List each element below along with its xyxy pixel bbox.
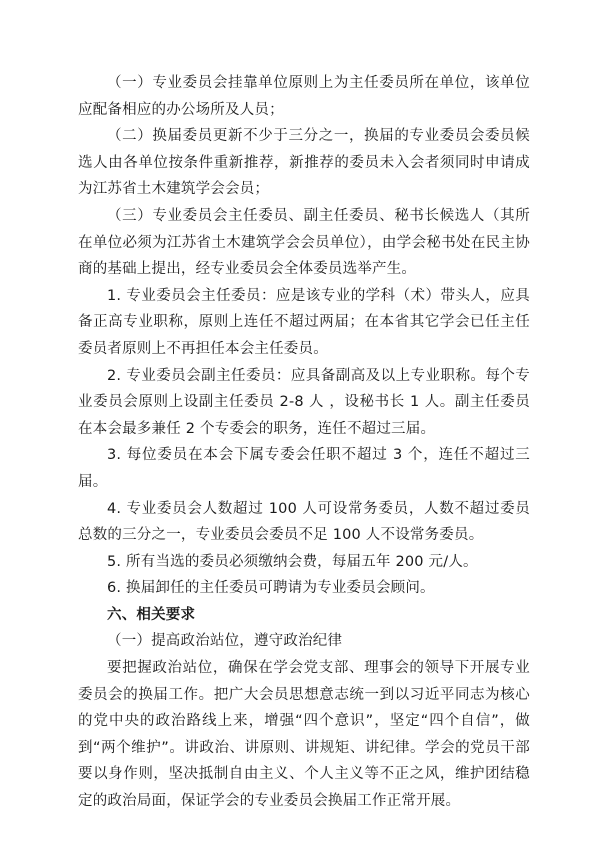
paragraph-item-1-director: 1. 专业委员会主任委员：应是该专业的学科（术）带头人，应具备正高专业职称，原则上连任不超过两届；在本省其它学会已任主任委员者原则上不再担任本会主任委员。 — [78, 287, 530, 357]
paragraph-item-3-term-limit: 3. 每位委员在本会下属专委会任职不超过 3 个，连任不超过三届。 — [78, 447, 530, 490]
paragraph-sponsor-unit: （一）专业委员会挂靠单位原则上为主任委员所在单位，该单位应配备相应的办公场所及人员； — [78, 75, 530, 118]
document-body — [78, 70, 530, 815]
paragraph-candidate-election: （三）专业委员会主任委员、副主任委员、秘书长候选人（其所在单位必须为江苏省土木建筑学会会员单位），由学会秘书处在民主协商的基础上提出，经专业委员会全体委员选举产生。 — [78, 207, 530, 278]
paragraph-item-5-membership-fee: 5. 所有当选的委员必须缴纳会费，每届五年 200 元/人。 — [107, 553, 478, 570]
paragraph-item-6-advisor: 6. 换届卸任的主任委员可聘请为专业委员会顾问。 — [107, 580, 435, 597]
paragraph-item-2-deputy-director: 2. 专业委员会副主任委员：应具备副高及以上专业职称。每个专业委员会原则上设副主任委员 2-8 人 ，设秘书长 1 人。副主任委员在本会最多兼任 2 个专委会的职务，连任不超过三届。 — [78, 367, 530, 437]
paragraph-member-renewal: （二）换届委员更新不少于三分之一，换届的专业委员会委员候选人由各单位按条件重新推荐，新推荐的委员未入会者须同时申请成为江苏省土木建筑学会会员； — [78, 128, 530, 198]
paragraph-political-discipline: 要把握政治站位，确保在学会党支部、理事会的领导下开展专业委员会的换届工作。把广大会员思想意志统一到以习近平同志为核心的党中央的政治路线上来，增强“四个意识”，坚定“四个自信”，做到“两个维护”。讲政治、讲原则、讲规矩、讲纪律。学会的党员干部要以身作则，坚决抵制自由主义、个人主义等不正之风，维护团结稳定的政治局面，保证学会的专业委员会换届工作正常开展。 — [78, 660, 530, 810]
section-heading-requirements: 六、相关要求 — [107, 606, 196, 623]
paragraph-item-4-standing-members: 4. 专业委员会人数超过 100 人可设常务委员，人数不超过委员总数的三分之一，专业委员会委员不足 100 人不设常务委员。 — [78, 500, 530, 544]
subheading-political-stance: （一）提高政治站位，遵守政治纪律 — [107, 633, 343, 650]
